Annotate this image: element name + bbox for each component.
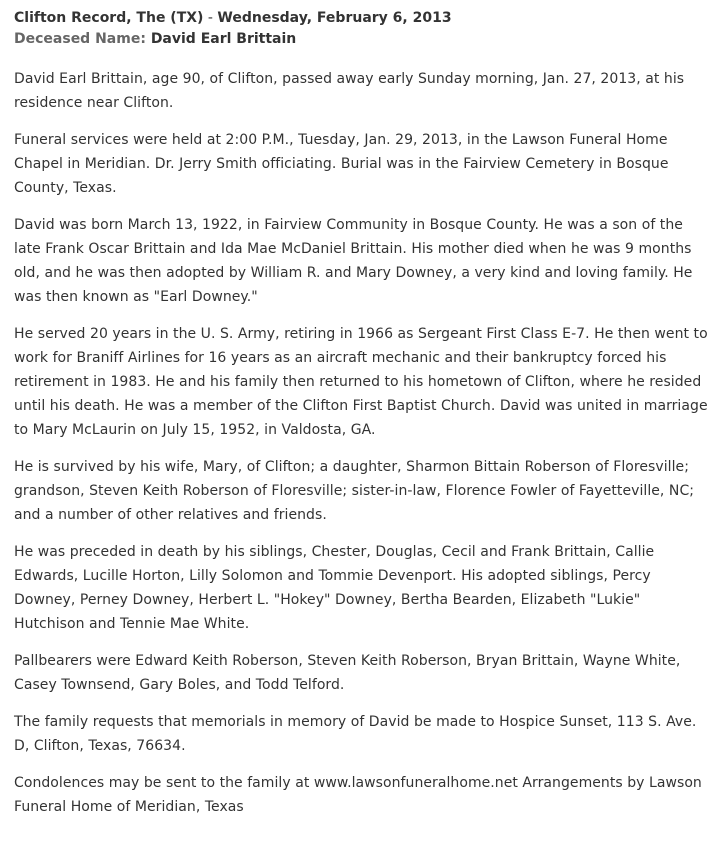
obituary-paragraph-intro: David Earl Brittain, age 90, of Clifton, passed away early Sunday morning, Jan. 27, 2013, at his residence near Clifton. — [14, 71, 685, 111]
obituary-paragraph-survivors: He is survived by his wife, Mary, of Clifton; a daughter, Sharmon Bittain Roberson of Floresville; grandson, Steven Keith Roberson of Floresville; sister-in-law, Florence Fowler of Fayetteville, NC; and a number of other relatives and friends. — [14, 459, 695, 523]
header-separator: - — [203, 10, 218, 26]
obituary-paragraph-condolences: Condolences may be sent to the family at www.lawsonfuneralhome.net Arrangements by Lawson Funeral Home of Meridian, Texas — [14, 775, 702, 815]
publication-date: Wednesday, February 6, 2013 — [217, 10, 452, 26]
obituary-paragraph-preceded: He was preceded in death by his siblings, Chester, Douglas, Cecil and Frank Brittain, Callie Edwards, Lucille Horton, Lilly Solomon and Tommie Devenport. His adopted siblings, Percy Downey, Perney Downey, Herbert L. "Hokey" Downey, Bertha Bearden, Elizabeth "Lukie" Hutchison and Tennie Mae White. — [14, 544, 655, 632]
obituary-paragraph-services: Funeral services were held at 2:00 P.M., Tuesday, Jan. 29, 2013, in the Lawson Funeral Home Chapel in Meridian. Dr. Jerry Smith officiating. Burial was in the Fairview Cemetery in Bosque County, Texas. — [14, 132, 669, 196]
deceased-name-value: David Earl Brittain — [150, 31, 297, 47]
obituary-paragraph-birth: David was born March 13, 1922, in Fairview Community in Bosque County. He was a son of the late Frank Oscar Brittain and Ida Mae McDaniel Brittain. His mother died when he was 9 months old, and he was then adopted by William R. and Mary Downey, a very kind and loving family. He was then known as "Earl Downey." — [14, 217, 693, 305]
obituary-body — [14, 67, 714, 819]
obituary-paragraph-career: He served 20 years in the U. S. Army, retiring in 1966 as Sergeant First Class E-7. He then went to work for Braniff Airlines for 16 years as an aircraft mechanic and their bankruptcy forced his retirement in 1983. He and his family then returned to his hometown of Clifton, where he resided until his death. He was a member of the Clifton First Baptist Church. David was united in marriage to Mary McLaurin on July 15, 1952, in Valdosta, GA. — [14, 326, 708, 438]
publication-header — [14, 8, 714, 29]
obituary-paragraph-pallbearers: Pallbearers were Edward Keith Roberson, Steven Keith Roberson, Bryan Brittain, Wayne White, Casey Townsend, Gary Boles, and Todd Telford. — [14, 653, 681, 693]
publication-name: Clifton Record, The (TX) — [14, 10, 204, 26]
deceased-name-label: Deceased Name: — [14, 31, 146, 47]
obituary-paragraph-memorials: The family requests that memorials in memory of David be made to Hospice Sunset, 113 S. Ave. D, Clifton, Texas, 76634. — [14, 714, 697, 754]
deceased-name-line — [14, 29, 714, 50]
